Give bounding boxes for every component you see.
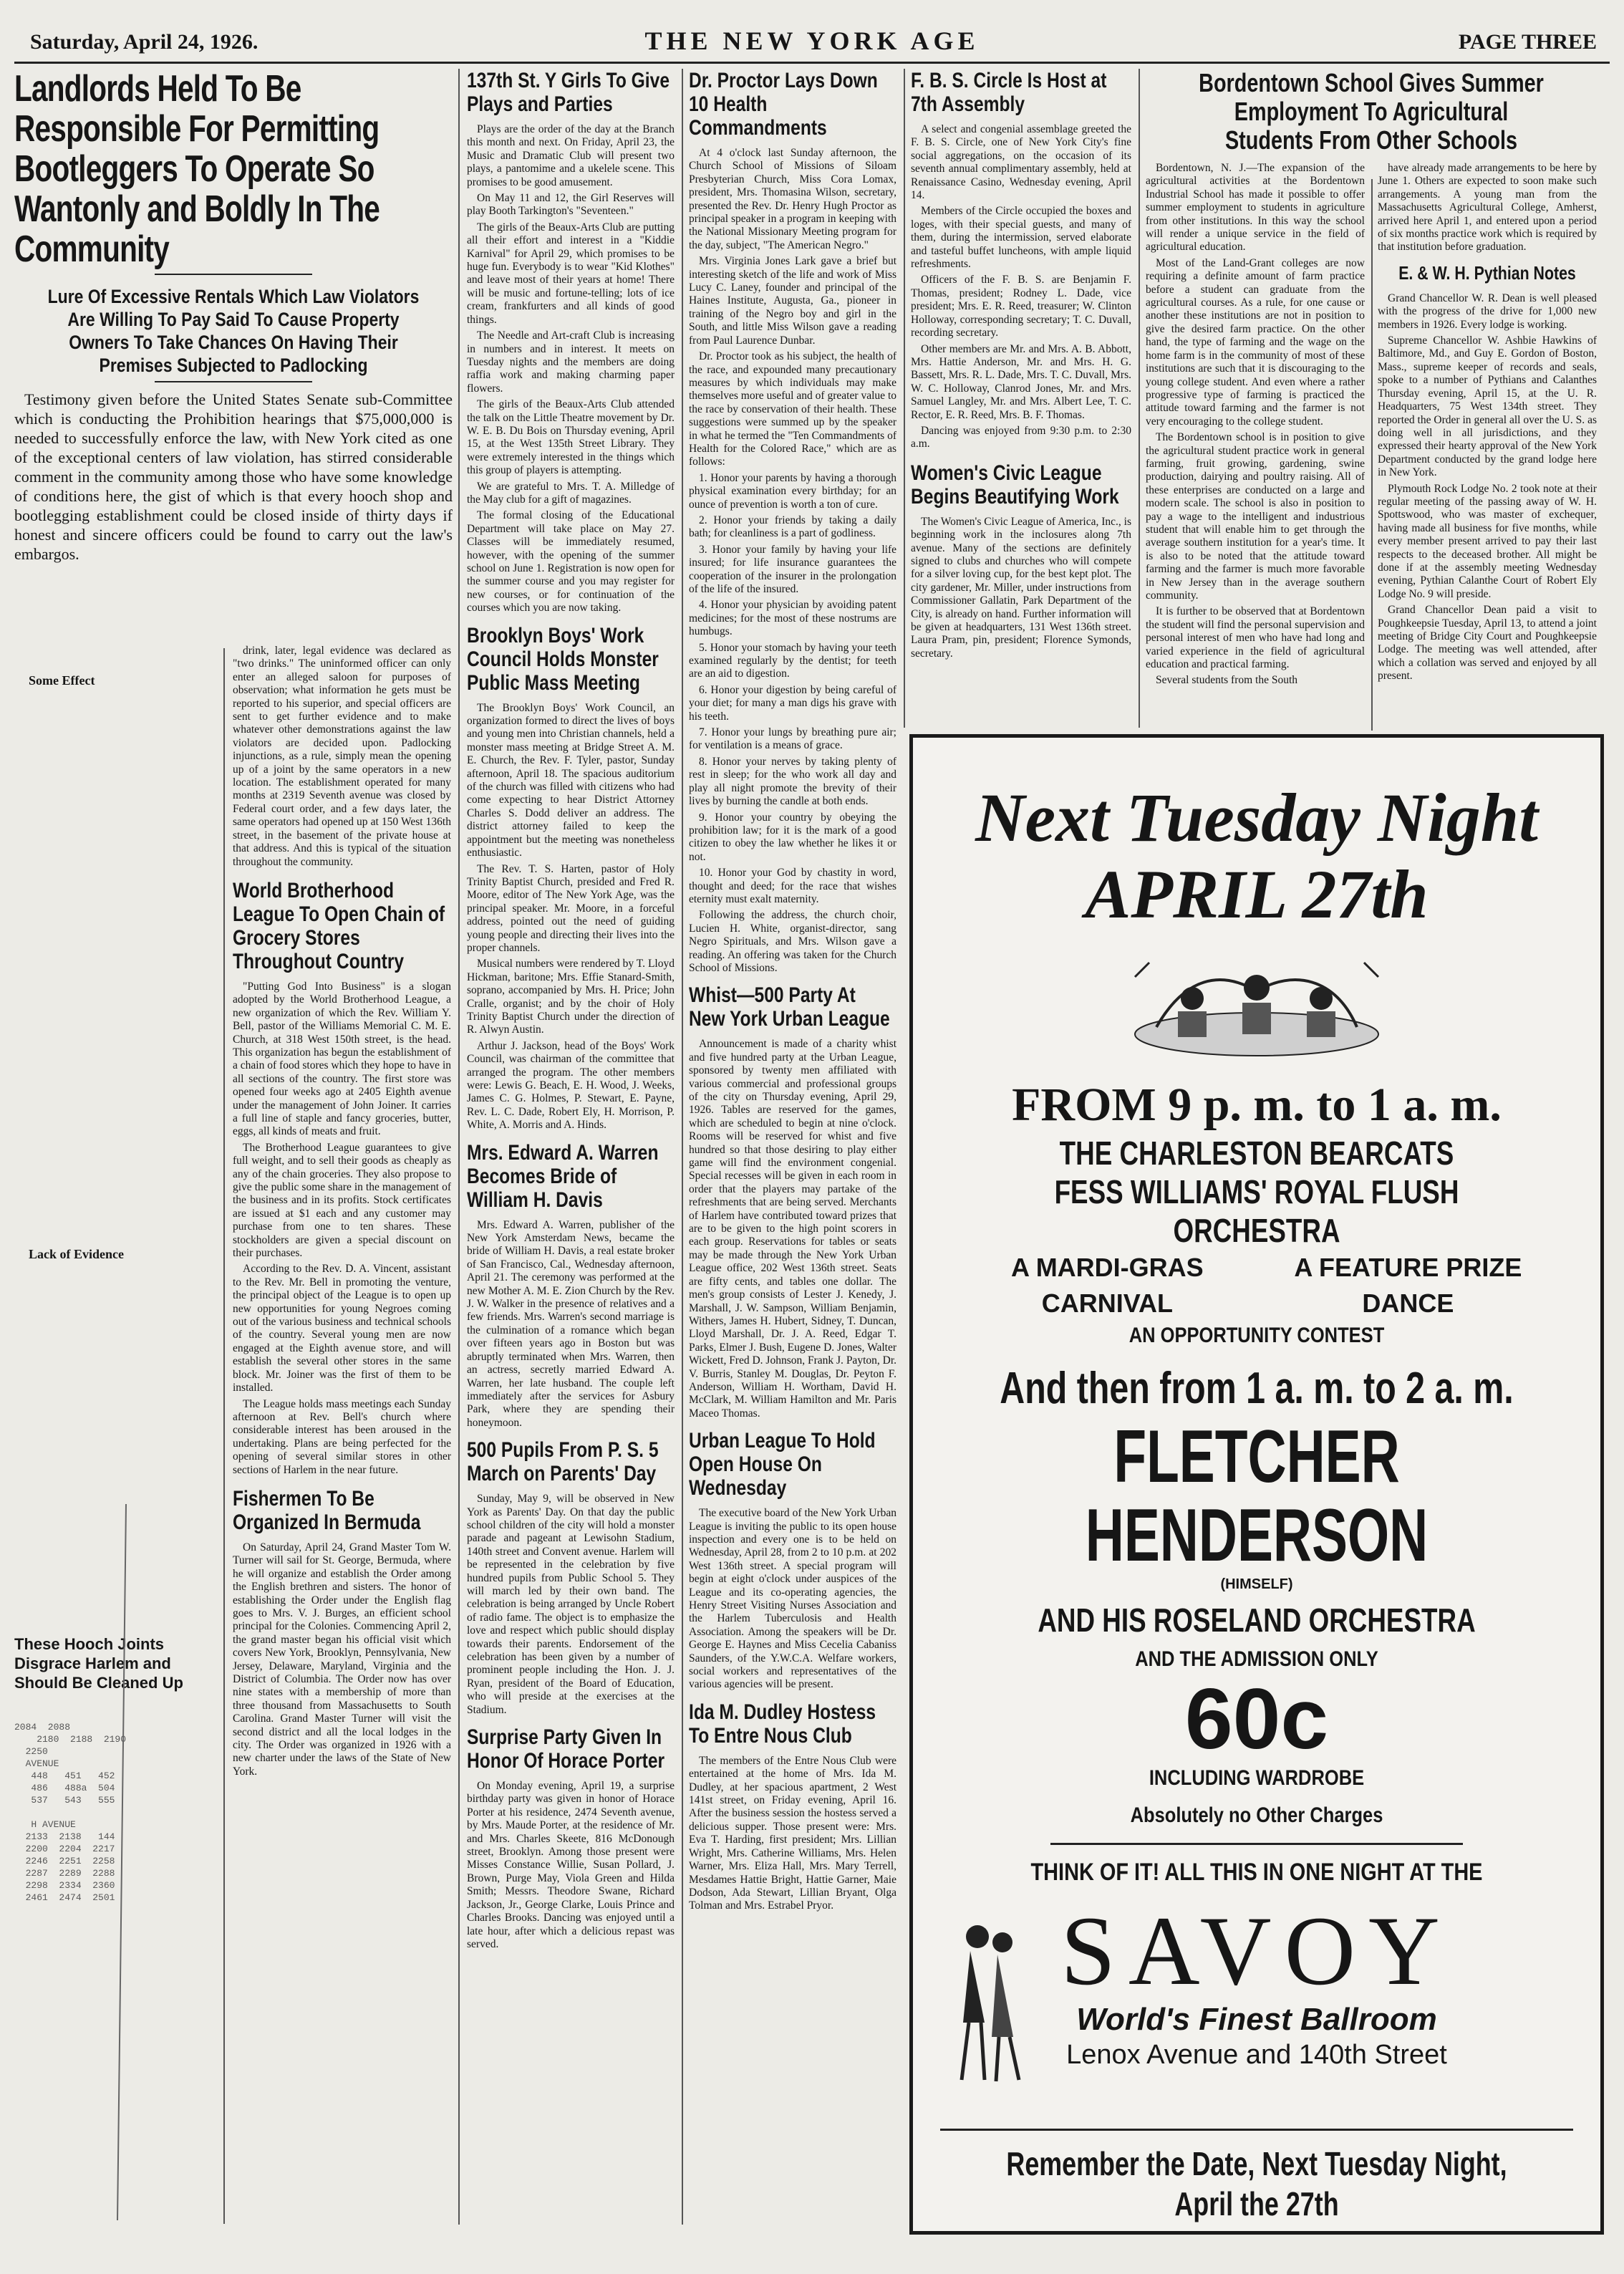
lead-story [14, 69, 453, 567]
article-paragraph: Mrs. Virginia Jones Lark gave a brief but interesting sketch of the life and work of Miss Lucy C. Laney, founder and principal of the Haines Institute, Augusta, Ga., pioneer in training of the Negro boy and girl in the South, and little Miss Wilson gave a reading from Paul Laurence Dunbar. [689, 255, 896, 347]
article-paragraph: On May 11 and 12, the Girl Reserves will play Booth Tarkington's "Seventeen." [467, 192, 675, 218]
paper-name: THE NEW YORK AGE [644, 27, 980, 55]
ad-himself: (HIMSELF) [1220, 1576, 1293, 1592]
bordentown-col-a [1146, 162, 1365, 690]
ad-think: THINK OF IT! ALL THIS IN ONE NIGHT AT THE [1030, 1859, 1483, 1886]
commandment: 6. Honor your digestion by being careful of your diet; for many a man digs his grave with his teeth. [689, 683, 896, 723]
issue-date: Saturday, April 24, 1926. [30, 30, 258, 54]
carnival-illustration [1106, 948, 1407, 1063]
headline-porter: Surprise Party Given In Honor Of Horace Porter [467, 1725, 665, 1773]
article-paragraph: Members of the Circle occupied the boxes and loges, with their special guests, and many of them, during the intermission, served elaborate and tasteful buffet luncheons, with ample liquid refreshments. [911, 205, 1131, 271]
article-paragraph: The Brotherhood League guarantees to give full weight, and to sell their goods as cheaply as any of the chain groceries. They also propose to give the public some share in the management of the business and in its profits. Stock certificates are issued at $1 each and any customer may purchase from one to ten shares. These stockholders are given a special discount on their purchases. [233, 1141, 451, 1260]
commandment: 4. Honor your physician by avoiding patent medicines; for the most of these nostrums are humbugs. [689, 599, 896, 638]
ad-hours: FROM 9 p. m. to 1 a. m. [1012, 1079, 1502, 1131]
column-2 [233, 645, 451, 1781]
article-paragraph: Most of the Land-Grant colleges are now requiring a definite amount of farm practice before a student can graduate from the agricultural courses. As a rule, for one cause or another these institutions are not in position to give the desired farm practice. On the other hand, the type of farming and the wage on the home farm is in the community of most of these institutions are such that it is discouraging to the young college student. And even where a rather progressive type of farming is practiced the attitude toward farming and the farmer is not very encouraging to the college student. [1146, 256, 1365, 428]
column-rule [223, 648, 225, 2224]
article-paragraph: The Rev. T. S. Harten, pastor of Holy Trinity Baptist Church, presided and Fred R. Moore, editor of The New York Age, was the principal speaker. Mr. Moore, in a forceful address, pointed out the need of guiding young people and directing their lives into the proper channels. [467, 862, 675, 954]
article-paragraph: Supreme Chancellor W. Ashbie Hawkins of Baltimore, Md., and Guy E. Gordon of Boston, Mass., supreme keeper of records and seals, spoke to a number of Pythians and Calanthes Thursday evening, April 15, at the U. R. Headquarters, 75 West 134th street. They reported the Order in general all over the U. S. as doing well in all jurisdictions, and they expressed their hearty approval of the New York Department conducted by the grand lodge here in New York. [1378, 334, 1597, 479]
article-paragraph: According to the Rev. D. A. Vincent, assistant to the Rev. Mr. Bell in promoting the venture, the principal object of the League is to open up new opportunities for young Negroes coming out of the various business and technical schools of the country. Several young men are now engaged at the Eighth avenue store, and will establish the several other stores in the same block. Mr. Joiner was the first of them to be installed. [233, 1263, 451, 1394]
lead-headline: Landlords Held To Be Responsible For Permitting Bootleggers To Operate So Wantonly and Boldly In The Community [14, 69, 380, 270]
ad-admission: AND THE ADMISSION ONLY [1135, 1647, 1378, 1671]
ad-remember: Remember the Date, Next Tuesday Night, April the 27th [1006, 2145, 1507, 2222]
commandment: 10. Honor your God by chastity in word, thought and deed; for the race that wishes eternity must exalt maternity. [689, 867, 896, 905]
commandment: 5. Honor your stomach by having your teeth examined regularly by the dentist; for teeth are an aid to digestion. [689, 641, 896, 680]
article-paragraph: Sunday, May 9, will be observed in New York as Parents' Day. On that day the public school children of the city will hold a monster parade and pageant at Lewisohn Stadium, 140th street and Convent avenue. Harlem will be represented in the celebration by five hundred pupils from Public School 5. They will march led by their own band. The celebration is being arranged by Uncle Robert of radio fame. The object is to emphasize the love and respect which public should display towards their parents. Endorsement of the celebration has been given by a number of prominent people including the Hon. J. J. Ryan, president of the Board of Education, who will preside at the exercises at the Stadium. [467, 1493, 675, 1716]
ad-next-tuesday: Next Tuesday Night [975, 779, 1538, 856]
headline-fbs-circle: F. B. S. Circle Is Host at 7th Assembly [911, 69, 1107, 116]
page-number: PAGE THREE [1458, 30, 1597, 54]
article-paragraph: The Needle and Art-craft Club is increasing in numbers and in interest. It meets on Tuesday nights and the members are doing raffia work and making charming paper flowers. [467, 329, 675, 395]
column-5 [911, 69, 1131, 724]
article-paragraph: Dancing was enjoyed from 9:30 p.m. to 2:30 a.m. [911, 424, 1131, 451]
article-paragraph: The members of the Entre Nous Club were entertained at the home of Mrs. Ida M. Dudley, at her spacious apartment, 2 West 141st street, on Friday evening, April 16. After the business session the hostess served a delicious supper. Those present were: Mrs. Eva T. Harding, first president; Mrs. Lillian Wright, Mrs. Catherine Williams, Mrs. Helen Warner, Mrs. Eliza Hall, Mrs. Mary Terrell, Mesdames Hattie Bright, Hattie Garner, Maie Dodson, Ada Stewart, Lillian Bryant, Olga Tolman and Mrs. Estrabel Pryor. [689, 1754, 896, 1912]
commandment: 3. Honor your family by having your life insured; for life insurance guarantees the cooperation of the insurer in the prolongation of the life of the insured. [689, 543, 896, 595]
article-paragraph: On Monday evening, April 19, a surprise birthday party was given in honor of Horace Porter at his residence, 2474 Seventh avenue, by Mrs. Maude Porter, at the residence of Mr. and Mrs. Charles Skeete, 816 McDonough street, Brooklyn. Among those present were Misses Constance Willie, Susan Pollard, J. Brown, Purge May, Viola Green and Hilda Smith; Messrs. Theodore Swane, Richard Jackson, Jr., George Clarke, Louis Prince and Charles Brooks. Dancing was enjoyed until a late hour, after which a delicious repast was served. [467, 1780, 675, 1950]
ad-then: And then from 1 a. m. to 2 a. m. [1000, 1364, 1514, 1413]
headline-pythian: E. & W. H. Pythian Notes [1398, 261, 1576, 284]
ad-contest: AN OPPORTUNITY CONTEST [1128, 1324, 1385, 1347]
article-paragraph: "Putting God Into Business" is a slogan adopted by the World Brotherhood League, a new organization of which the Rev. William Y. Bell, pastor of the Williams Memorial C. M. E. Church, at 318 West 150th street, is the head. This organization has begun the establishment of a chain of food stores which they hope to have in all sections of the country. The first store was opened four weeks ago at 2405 Eighth avenue under the management of John Joiner. It carries a full line of staple and fancy groceries, butter, eggs, all kinds of meats and fruit. [233, 980, 451, 1138]
lead-paragraph: Testimony given before the United States Senate sub-Committee which is conducting the Prohibition hearings that $75,000,000 is needed to successfully enforce the law, with New York cited as one of the exceptional centers of law violation, has stirred considerable comment in the community among those who have some knowledge of conditions here, the gist of which is that every hooch shop and bootlegging establishment could be closed inside of thirty days if honest and sincere officers could be found to carry out the law's embargos. [14, 390, 453, 563]
article-paragraph: Plymouth Rock Lodge No. 2 took note at their regular meeting of the passing away of W. H. Spottswood, who was master of exchequer, having made all business for five months, while every member present arrived to pay their last respects to the deceased brother. All might be done if at the assembly meeting Wednesday evening, Pythian Calanthe Court of Robert Ely Lodge No. 9 will preside. [1378, 482, 1597, 600]
article-paragraph: The Bordentown school is in position to give the agricultural student practice work in general farming, fruit growing, gardening, swine production, dairying and poultry raising. All of these enterprises are conducted on a large and modern scale. The school is also in position to pay a wage to the intelligent and industrious student that will enable him to get through the average southern institution for a year's time. It is also to be noted that the attitude toward farming and the farmer is much more favorable in New Jersey than in the average southern community. [1146, 431, 1365, 602]
headline-urban-league: Urban League To Hold Open House On Wednesday [689, 1429, 876, 1500]
ad-venue-block [913, 1896, 1600, 2116]
article-paragraph: On Saturday, April 24, Grand Master Tom W. Turner will sail for St. George, Bermuda, where he will organize and establish the Order among the English brethren and sisters. The honor of establishing the Order under the English flag goes to Mrs. V. J. Burges, an efficient school principal for the Colonies. Commencing April 2, the grand master began his official visit which covers New York, Brooklyn, Pennsylvania, New Jersey, Delaware, Maryland, Virginia and the District of Columbia. The Order now has over nine states with a membership of more than three thousand from Massachusetts to South Carolina. Grand Master Turner will visit the second district and all the local lodges in the city. The Order was organized in 1926 with a new charter under the laws of the State of New York. [233, 1541, 451, 1778]
column-rule [458, 69, 460, 2225]
commandment: 7. Honor your lungs by breathing pure air; for ventilation is a means of grace. [689, 726, 896, 752]
column-3 [467, 69, 675, 2217]
article-paragraph: have already made arrangements to be here by June 1. Others are expected to soon make such arrangements. A young man from the Massachusetts Agricultural College, Amherst, arrived here April 1, and entered upon a period of six months practice work which is required by that institution before graduation. [1378, 162, 1597, 254]
article-paragraph: Following the address, the church choir, Lucien H. White, organist-director, sang Negro Spirituals, and Mrs. Wilson gave a reading. An offering was taken for the Church School of Missions. [689, 909, 896, 974]
ad-price: 60c [1184, 1671, 1329, 1767]
ad-venue: SAVOY [1060, 1896, 1453, 2005]
article-paragraph: Plays are the order of the day at the Branch this month and next. On Friday, April 23, the Music and Dramatic Club will present two plays, a pantomime and a ukelele scene. This promises to be good amusement. [467, 123, 675, 188]
column-rule [682, 69, 683, 2225]
divider [155, 381, 312, 382]
lead-deck: Lure Of Excessive Rentals Which Law Violators Are Willing To Pay Said To Cause Property Owners To Take Chances On Having Their Premises Subjected to Padlocking [47, 286, 420, 376]
paper-fold [115, 1504, 129, 2220]
article-paragraph: It is further to be observed that at Bordentown the student will find the personal supervision and personal interest of men who have had long and varied experience in the field of agricultural education and practical farming. [1146, 605, 1365, 671]
article-paragraph: The Women's Civic League of America, Inc., is beginning work in the inclosures along 7th avenue. Many of the sections are definitely signed to clubs and churches who will compete for a silver loving cup, for the best kept plot. The city gardener, Mr. Miller, under instructions from Commissioner Gallatin, Park Department of the City, is already on hand. Further information will be given at headquarters, 131 West 136th street. Laura Pram, pin, president; Florence Symonds, secretary. [911, 515, 1131, 660]
ad-date: APRIL 27th [1085, 856, 1429, 933]
column-6 [1146, 69, 1597, 728]
article-paragraph: The Brooklyn Boys' Work Council, an organization formed to direct the lives of boys and young men into Christian channels, held a monster mass meeting at Bridge Street A. M. E. Church, the Rev. F. Tyler, pastor, Sunday afternoon, April 18. The spacious auditorium of the church was filled with citizens who had come expecting to hear District Attorney Charles S. Dodd deliver an address. The district attorney failed to keep the appointment but the meeting was nonetheless enthusiastic. [467, 701, 675, 859]
article-paragraph: Several students from the South [1156, 674, 1298, 687]
article-paragraph: The formal closing of the Educational Department will take place on May 27. Classes will be immediately resumed, however, with the opening of the summer school on June 1. Registration is now open for the summer course and you may register for new courses, or for continuation of the courses which you are now taking. [467, 509, 675, 615]
headline-y-girls: 137th St. Y Girls To Give Plays and Parties [467, 69, 670, 116]
article-paragraph: A select and congenial assemblage greeted the F. B. S. Circle, one of New York City's fine social aggregations, on the occasion of its seventh annual complimentary assembly, held at Renaissance Casino, Wednesday evening, April 14. [911, 123, 1131, 202]
dancers-icon [942, 1915, 1035, 2087]
masthead [14, 21, 1610, 64]
headline-warren-davis: Mrs. Edward A. Warren Becomes Bride of William H. Davis [467, 1140, 659, 1212]
commandment: 9. Honor your country by obeying the prohibition law; for it is the mark of a good citizen to obey the law whether he likes it or not. [689, 811, 896, 863]
bordentown-col-b [1378, 162, 1597, 690]
article-paragraph: Grand Chancellor Dean paid a visit to Poughkeepsie Tuesday, April 13, to attend a joint meeting of Bridge City Court and Poughkeepsie Lodge. The meeting was well attended, after which a collation was served and enjoyed by all present. [1378, 604, 1597, 683]
commandment: 2. Honor your friends by taking a daily bath; for cleanliness is a part of godliness. [689, 514, 896, 540]
headline-brooklyn-boys: Brooklyn Boys' Work Council Holds Monster Public Mass Meeting [467, 623, 659, 695]
divider [940, 2129, 1572, 2131]
divider [155, 274, 312, 275]
ad-wardrobe: INCLUDING WARDROBE [1149, 1766, 1365, 1790]
article-paragraph: Bordentown, N. J.—The expansion of the agricultural activities at the Bordentown Industrial School has made it possible to offer summer employment to students in agriculture from other institutions. In this way the school will render a unique service in the field of agricultural education. [1146, 162, 1365, 254]
article-paragraph: Other members are Mr. and Mrs. A. B. Abbott, Mrs. Hattie Anderson, Mr. and Mrs. H. G. Bassett, Mrs. R. L. Dade, Mrs. T. C. Duvall, Mrs. W. C. Holloway, Clanrod Jones, Mr. and Mrs. Samuel Langley, Mr. and Mrs. Albert Lee, T. C. Rector, E. R. Reed, Mrs. B. F. Thomas. [911, 342, 1131, 421]
commandment: 8. Honor your nerves by taking plenty of rest in sleep; for the who work all day and play all night promote the brevity of their lives by burning the candle at both ends. [689, 755, 896, 808]
column-rule [1139, 69, 1140, 728]
headline-fishermen: Fishermen To Be Organized In Bermuda [233, 1486, 421, 1534]
directory-listing: 2084 2088 2180 2188 2190 2250 AVENUE 448 451 452 486 488a 504 537 543 555 H AVENUE 2133 2138 144 2200 2204 2217 2246 2251 2258 2287 2289 2288 2298 2334 2360 2461 2474 2501 [14, 1722, 127, 1903]
ad-band-2: FESS WILLIAMS' ROYAL FLUSH ORCHESTRA [1054, 1173, 1459, 1249]
article-paragraph: The executive board of the New York Urban League is inviting the public to its open house inspection and every one is to be held on Wednesday, April 28, from 2 to 10 p.m. at 202 West 136th street. A special program will begin at eight o'clock under auspices of the League and its co-operating agencies, the Henry Street Visiting Nurses Association and the Harlem Tuberculosis and Health Association. Among the speakers will be Dr. George E. Haynes and Miss Cecelia Cabaniss Saunders, of the Y.W.C.A. Welfare workers, social workers and representatives of the various agencies will be present. [689, 1507, 896, 1691]
headline-bordentown: Bordentown School Gives Summer Employment To Agricultural Students From Other Schools [1199, 69, 1544, 155]
ad-events [913, 1250, 1600, 1321]
article-paragraph: Arthur J. Jackson, head of the Boys' Work Council, was chairman of the committee that arranged the program. The other members were: Lewis G. Beach, E. H. Wood, J. Weeks, James C. G. Holmes, P. Stewart, E. Payne, Rev. L. C. Dade, Robert Ely, H. Morrison, P. White, A. Morris and A. Hinds. [467, 1039, 675, 1132]
column-4 [689, 69, 896, 2217]
headline-whist: Whist—500 Party At New York Urban League [689, 983, 890, 1031]
article-paragraph: The girls of the Beaux-Arts Club attended the talk on the Little Theatre movement by Dr. W. E. B. Du Bois on Thursday evening, April 15, at the West 135th Street Library. They were extremely interested in the things which this group of players is attempting. [467, 398, 675, 477]
article-paragraph: Officers of the F. B. S. are Benjamin F. Thomas, president; Rodney L. Dade, vice president; Mrs. E. R. Reed, treasurer; W. Clinton Holloway, corresponding secretary; T. C. Duvall, recording secretary. [911, 274, 1131, 339]
headline-proctor: Dr. Proctor Lays Down 10 Health Commandments [689, 69, 878, 140]
article-paragraph: We are grateful to Mrs. T. A. Milledge of the May club for a gift of magazines. [467, 480, 675, 506]
article-paragraph: Mrs. Edward A. Warren, publisher of the New York Amsterdam News, became the bride of William H. Davis, a real estate broker of San Francisco, Cal., Wednesday afternoon, April 21. The ceremony was performed at the new Mother A. M. E. Zion Church by the Rev. J. W. Walker in the presence of relatives and a few friends. Mrs. Warren's second marriage is the culmination of a romance which began over fifteen years ago in Boston but was abruptly terminated when Mrs. Warren, then an actress, secretly married Edward A. Warren, her late husband. The couple left immediately after the services for Asbury Park, where they are spending their honeymoon. [467, 1218, 675, 1429]
subhead: Some Effect [29, 673, 95, 688]
article-paragraph: At 4 o'clock last Sunday afternoon, the Church School of Missions of Siloam Presbyterian Church, Miss Cora Lomax, president, Mrs. Thomasina Wilson, secretary, presented the Rev. Dr. Henry Hugh Proctor as principal speaker in a program in keeping with the National Missionary Meeting program for the day, subject, "The American Negro." [689, 147, 896, 251]
lead-continued: drink, later, legal evidence was declared as "two drinks." The uninformed officer can only enter an alleged saloon for purposes of observation; what information he gets must be reported to his superior, and special officers are sent to get further evidence and to make whatever other demonstrations against the law violators are decided upon. Padlocking injunctions, as a rule, simply mean the opening up of a joint by the same operators in a new location. The establishment operated for many months at 2319 Seventh avenue was closed by Federal court order, and a few days later, the same operators had opened up at 150 West 136th street, in the basement of the private house at that address. And this is typical of the situation throughout the community. [233, 645, 451, 868]
teaser-box: These Hooch Joints Disgrace Harlem and Should Be Cleaned Up [14, 1635, 183, 1692]
ad-headliner: FLETCHER HENDERSON [1085, 1415, 1429, 1577]
column-rule [904, 69, 905, 728]
ad-orchestra: AND HIS ROSELAND ORCHESTRA [1038, 1601, 1476, 1639]
headline-dudley: Ida M. Dudley Hostess To Entre Nous Club [689, 1700, 876, 1748]
ad-address: Lenox Avenue and 140th Street [1066, 2040, 1447, 2070]
commandment: 1. Honor your parents by having a thorough physical examination every birthday; for an ounce of prevention is worth a ton of cure. [689, 471, 896, 511]
article-paragraph: The girls of the Beaux-Arts Club are putting all their effort and interest in a "Kiddie Karnival" for April 29, which promises to be huge fun. Everybody is to wear "Kid Klothes" and leave most of their years at home! There will be music and fortune-telling; lots of ice cream, frankfurters and all kinds of good things. [467, 221, 675, 326]
subhead: Lack of Evidence [29, 1247, 124, 1261]
ad-event-left: A MARDI-GRAS CARNIVAL [1011, 1253, 1204, 1318]
savoy-advertisement [909, 734, 1604, 2235]
article-paragraph: Musical numbers were rendered by T. Lloyd Hickman, baritone; Mrs. Effie Stanard-Smith, soprano, accompanied by Mrs. H. Price; John Cralle, organist; and by the choir of Holy Trinity Baptist Church under the direction of R. Alwyn Austin. [467, 958, 675, 1036]
headline-world-brotherhood: World Brotherhood League To Open Chain of Grocery Stores Throughout Country [233, 878, 445, 973]
article-paragraph: Dr. Proctor took as his subject, the health of the race, and expounded many precautionary measures by which individuals may make themselves more useful and of greater value to the race by conservation of their health. These suggestions were summed up by the speaker in what he termed the "Ten Commandments of Health for the Colored Race," which are as follows: [689, 350, 896, 468]
ad-event-right: A FEATURE PRIZE DANCE [1294, 1253, 1522, 1318]
ad-no-charges: Absolutely no Other Charges [1130, 1803, 1383, 1827]
article-paragraph: Announcement is made of a charity whist and five hundred party at the Urban League, sponsored by twenty men affiliated with various commercial and professional groups of the city on Thursday evening, April 29, 1926. Tables are reserved for the games, which are scheduled to begin at nine o'clock. Rooms will be reserved for whist and five hundred so that those desiring to play either game will find the environment congenial. Special recesses will be given in each room in order that the players may partake of the refreshments that are being served. Merchants of Harlem have contributed toward prizes that are to be given to the high point scorers in each group. Reservations for tables or seats may be made through the New York Urban League office, 202 West 136th street. Seats are fifty cents, and tables one dollar. The men's group consists of Lester J. Kenedy, J. Marshall, J. W. Sampson, William Benjamin, Withers, James H. Hubert, Sidney, T. Duncan, Lloyd Marshall, Dr. J. A. Reed, Edgar T. Parks, Elmer J. Bush, Eugene D. Jones, Walter Wickett, Fred D. Johnson, Frank J. Payton, Dr. V. Burris, Stanley M. Douglas, Dr. Peyton F. Anderson, William H. Wortham, David H. McClark, M. William Hamilton and Mr. Paris Maceo Thomas. [689, 1038, 896, 1420]
ad-band-1: THE CHARLESTON BEARCATS [1059, 1134, 1454, 1172]
divider [1050, 1843, 1463, 1845]
ad-tagline: World's Finest Ballroom [1076, 2002, 1437, 2037]
headline-womens-civic: Women's Civic League Begins Beautifying Work [911, 461, 1119, 509]
headline-ps5: 500 Pupils From P. S. 5 March on Parents' Day [467, 1438, 659, 1486]
article-paragraph: Grand Chancellor W. R. Dean is well pleased with the progress of the drive for 1,000 new members in 1926. Every lodge is working. [1378, 292, 1597, 331]
article-paragraph: The League holds mass meetings each Sunday afternoon at Rev. Bell's church where considerable interest has been aroused in the undertaking. Plans are being perfected for the opening of several similar stores in other sections of Harlem in the near future. [233, 1397, 451, 1476]
